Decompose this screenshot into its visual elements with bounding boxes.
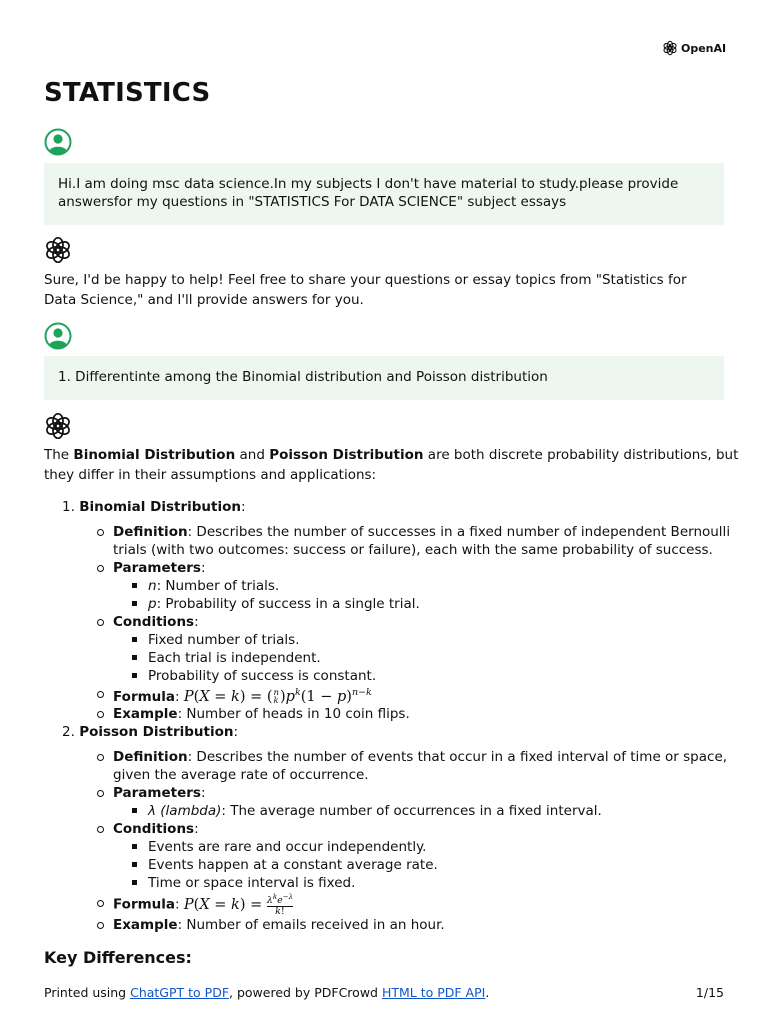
bullet-square [132,808,137,813]
bullet-circle [97,900,104,907]
page-title: STATISTICS [44,78,211,108]
binomial-example: Example: Number of heads in 10 coin flips. [113,706,410,722]
user-avatar-icon [44,128,72,156]
bullet-circle [97,922,104,929]
bullet-square [132,583,137,588]
binomial-param-p: p: Probability of success in a single trial. [148,596,420,612]
binomial-cond-3: Probability of success is constant. [148,668,377,684]
chatgpt-avatar-icon [44,236,72,264]
poisson-formula-math: P(X = k) = $\frac{\lambda^ke^{-\lambda}}{k!}$ [183,893,294,918]
poisson-definition: Definition: Describes the number of events that occur in a fixed interval of time or space, [113,749,728,765]
binomial-param-n: n: Number of trials. [148,578,280,594]
binomial-cond-1: Fixed number of trials. [148,632,300,648]
assistant-intro-line-1: The Binomial Distribution and Poisson Distribution are both discrete probability distributions, but [44,447,739,463]
openai-brand [662,40,726,56]
user-message-2 [44,356,724,400]
bullet-circle [97,565,104,572]
binomial-conditions: Conditions: [113,614,199,630]
bullet-square [132,844,137,849]
poisson-definition-cont: given the average rate of occurrence. [113,767,369,783]
binomial-definition-cont: trials (with two outcomes: success or failure), each with the same probability of success. [113,542,713,558]
bullet-square [132,862,137,867]
html-to-pdf-api-link[interactable]: HTML to PDF API [381,985,486,1000]
assistant-intro-line-2: they differ in their assumptions and applications: [44,467,377,483]
bullet-circle [97,826,104,833]
bullet-square [132,601,137,606]
binomial-formula: Formula: P(X = k) = ( n k )$p^k(1 - p)^{n-k}$ [113,687,372,706]
footer-credit: Printed using ChatGPT to PDF, powered by PDFCrowd HTML to PDF API. [44,985,490,1000]
bullet-circle [97,790,104,797]
assistant-message-1: Sure, I'd be happy to help! Feel free to share your questions or essay topics from "Statistics for Data Science," and I'll provide answers for you. [44,272,687,308]
poisson-cond-2: Events happen at a constant average rate. [148,857,438,873]
user-message-1-text: Hi.I am doing msc data science.In my subjects I don't have material to study.please provide answersfor my questions in "STATISTICS For DATA SCIENCE" subject essays [58,176,679,210]
bullet-circle [97,619,104,626]
bullet-square [132,880,137,885]
poisson-cond-1: Events are rare and occur independently. [148,839,427,855]
key-differences-heading: Key Differences: [44,948,192,967]
bullet-square [132,673,137,678]
user-message-2-text: 1. Differentinte among the Binomial distribution and Poisson distribution [58,369,548,385]
binomial-cond-2: Each trial is independent. [148,650,321,666]
bullet-circle [97,754,104,761]
bullet-circle [97,711,104,718]
poisson-cond-3: Time or space interval is fixed. [148,875,356,891]
bullet-square [132,637,137,642]
brand-name: OpenAI [681,41,727,55]
poisson-formula: Formula: P(X = k) = $\frac{\lambda^ke^{-\lambda}}{k!}$ [113,893,294,918]
binomial-formula-math: P(X = k) = ( n k )$p^k(1 - p)^{n-k}$ [183,687,372,706]
poisson-parameters: Parameters: [113,785,206,801]
poisson-conditions: Conditions: [113,821,199,837]
list-item-binomial: 1. Binomial Distribution: [62,499,246,515]
openai-logo-icon [662,40,678,56]
poisson-example: Example: Number of emails received in an hour. [113,917,445,933]
chatgpt-to-pdf-link[interactable]: ChatGPT to PDF [130,985,230,1000]
bullet-circle [97,691,104,698]
page-number: 1/15 [695,985,724,1000]
binomial-definition: Definition: Describes the number of successes in a fixed number of independent Bernoulli [113,524,731,540]
chatgpt-avatar-icon [44,412,72,440]
user-avatar-icon [44,322,72,350]
bullet-circle [97,529,104,536]
binomial-parameters: Parameters: [113,560,206,576]
user-message-1 [44,163,724,225]
list-item-poisson: 2. Poisson Distribution: [62,724,239,740]
bullet-square [132,655,137,660]
poisson-param-lambda: λ (lambda): The average number of occurrences in a fixed interval. [148,803,602,819]
